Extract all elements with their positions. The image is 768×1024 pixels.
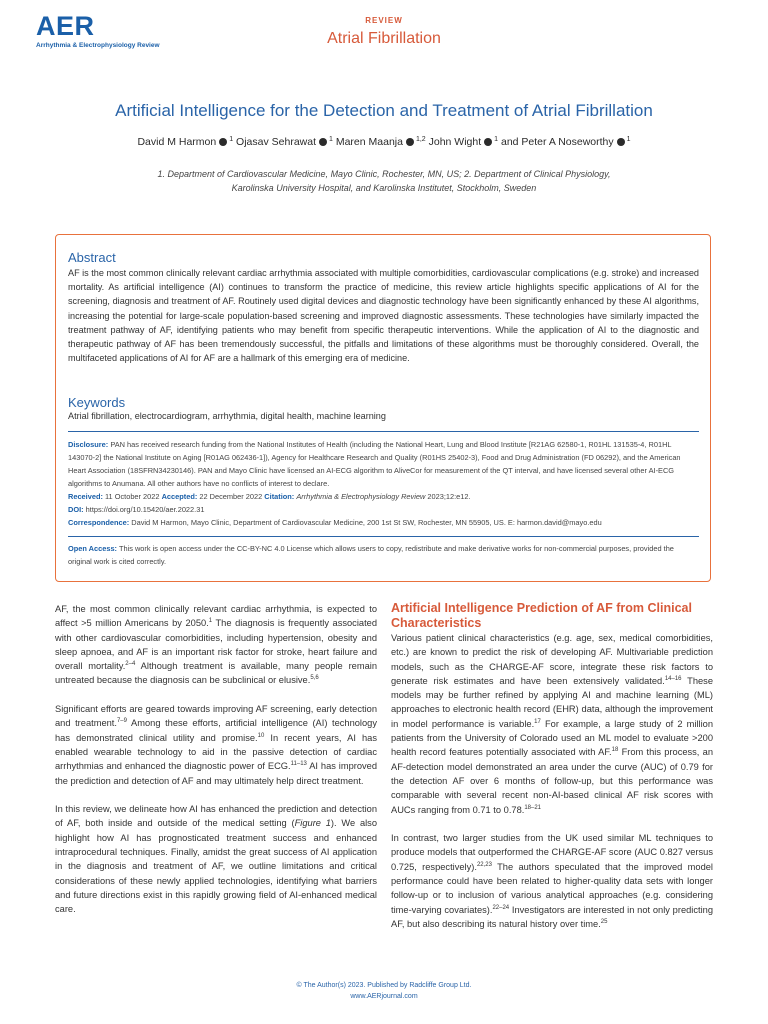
author-list: David M Harmon $^1$ Ojasav Sehrawat $^1$ Maren Maanja $^{1,2}$ John Wight $^1$ and Peter A Noseworthy $^1$ [137,136,631,148]
open-access [68,542,699,568]
open-access-label: Open Access: [68,544,118,553]
reference-sup[interactable]: 10 [257,732,265,739]
body-right-column [391,631,713,946]
doi-label: DOI: [68,505,84,514]
paragraph: Various patient clinical characteristics (e.g. age, sex, medical comorbidities, etc.) are known to predict the risk of developing AF. Multivariable prediction models, such as the CHARGE-AF score, integrate these risk factors to generate risk estimates and have been extensively validated.$^{14-16}$ These models may be further refined by applying AI and machine learning (ML) approaches to electronic health record (EHR) data, although the improvement in model performance is variable.$^{17}$ For example, a large study of 2 million patients from the University of Colorado used an ML model to evaluate >200 health record features potentially associated with AF.$^{18}$ From this process, an AF-detection model demonstrated an area under the curve (AUC) of 0.79 for the detection AF over 6 months of follow-up, but this performance was comparable with several recent non-AI-based clinical AF risk scores with AUCs ranging from 0.71 to 0.78.$^{18-21}$ [391,633,713,815]
author-name: Peter A Noseworthy [521,136,614,148]
open-access-text: This work is open access under the CC-BY-NC 4.0 License which allows users to copy, redistribute and make derivative works for non-commercial purposes, provided the original work is cited correctly. [68,544,674,566]
doi [68,503,699,516]
reference-sup[interactable]: 17 [534,718,541,725]
author-name: Ojasav Sehrawat [236,136,317,148]
paragraph: In this review, we delineate how AI has enhanced the prediction and detection of AF, both inside and outside of the medical setting (Figure 1). We also highlight how AI has prognosticated treatment success and enhanced intraprocedural techniques. Finally, amidst the great success of AI application in the diagnosis and treatment of AF, we outline limitations and critical considerations of these newly applied technologies, identifying what barriers and future directions exist in this rapidly growing field of AI-enhanced medical care. [55,804,378,915]
author-name: John Wight [428,136,482,148]
body-left-column [55,602,377,931]
figure-reference[interactable]: Figure 1 [294,818,331,829]
affiliations [0,167,768,195]
received-label: Received: [68,492,103,501]
section-heading: Artificial Intelligence Prediction of AF from Clinical Characteristics [391,601,692,630]
copyright: © The Author(s) 2023. Published by Radcliffe Group Ltd. [296,982,472,989]
author-affiliation-sup: 1,2 [415,136,426,143]
correspondence-text: David M Harmon, Mayo Clinic, Department of Cardiovascular Medicine, 200 1st St SW, Rochester, MN 55905, US. E: harmon.david@mayo.edu [131,518,602,527]
author-name: David M Harmon [137,136,217,148]
orcid-icon[interactable] [617,138,625,146]
article-title: Artificial Intelligence for the Detection and Treatment of Atrial Fibrillation [115,101,653,120]
reference-sup[interactable]: 14–16 [664,675,682,682]
reference-sup[interactable]: 22–24 [492,904,510,911]
reference-sup[interactable]: 2–4 [125,661,136,668]
abstract-text: AF is the most common clinically relevant cardiac arrhythmia associated with multiple comorbidities, cardiovascular complications (e.g. stroke) and increased mortality. As artificial intelligence (AI) continues to transform the practice of medicine, this review article highlights specific applications of AI for the screening, diagnosis and treatment of AF. Routinely used digital devices and diagnostic technology have been significantly enhanced by these AI algorithms, increasing the potential for large-scale population-based screening and improved diagnostic assessments. These technologies have similarly impacted the treatment pathway of AF, identifying patients who may benefit from specific therapeutic interventions. While the application of AI to the diagnostic and therapeutic pathway of AF has been tremendously successful, the pitfalls and limitations of these algorithms must be thoroughly considered. Overall, the multifaceted applications of AI for AF are a hallmark of this emerging era of medicine. [68,268,699,364]
affiliation-line: Karolinska University Hospital, and Karolinska Institutet, Stockholm, Sweden [231,183,537,193]
author-name: Maren Maanja [335,136,403,148]
correspondence-label: Correspondence: [68,518,130,527]
logo-text: AER [36,11,95,41]
reference-sup[interactable]: 18 [611,747,619,754]
dates-citation [68,490,699,503]
citation-label: Citation: [264,492,295,501]
divider [68,431,699,432]
paragraph: AF, the most common clinically relevant cardiac arrhythmia, is expected to affect >5 million Americans by 2050.$^1$ The diagnosis is frequently associated with other cardiovascular comorbidities, including hypertension, obesity and sleep apnoea, and AF is an important risk factor for stroke, heart failure and overall mortality.$^{2-4}$ Although treatment is available, many people remain untreated because the diagnosis can be subclinical or elusive.$^{5,6}$ [55,604,377,686]
reference-sup[interactable]: 1 [208,618,213,625]
disclosure [68,438,699,490]
reference-sup[interactable]: 18–21 [524,804,542,811]
journal-website-link[interactable]: www.AERjournal.com [350,993,418,1000]
reference-sup[interactable]: 5,6 [310,675,319,682]
divider [68,536,699,537]
section-title: Atrial Fibrillation [327,30,441,47]
reference-sup[interactable]: 22,23 [476,861,492,868]
reference-sup[interactable]: 7–9 [116,718,127,725]
page-footer [0,980,768,1002]
disclosure-text: PAN has received research funding from the National Institutes of Health (including the National Heart, Lung and Blood Institute [R21AG 62580-1, R01HL 131535-4, R01HL 143070-2] the National Institute on Aging [R01AG 062436-1]), Agency for Healthcare Research and Quality (R01HS 25402-3), Food and Drug Administration (FD 06292), and the American Heart Association (18SFRN34230146). PAN and Mayo Clinic have licensed an AI-ECG algorithm to AliveCor for measurement of the QT interval, and have licensed several other AI-ECG algorithms to Anumana. All other authors have no conflicts of interest to declare. [68,440,681,488]
abstract-heading: Abstract [68,250,116,265]
author-affiliation-sup: 1 [494,136,499,143]
keywords-heading: Keywords [68,395,126,410]
section-label: REVIEW [365,16,403,25]
accepted-value: 22 December 2022 [199,492,263,501]
citation-journal: Arrhythmia & Electrophysiology Review [296,492,426,501]
disclosure-label: Disclosure: [68,440,109,449]
affiliation-line: 1. Department of Cardiovascular Medicine, Mayo Clinic, Rochester, MN, US; 2. Department of Clinical Physiology, [157,169,611,179]
orcid-icon[interactable] [219,138,227,146]
reference-sup[interactable]: 25 [600,918,608,925]
doi-link[interactable]: https://doi.org/10.15420/aer.2022.31 [85,505,205,514]
author-affiliation-sup: 1 [626,136,631,143]
author-affiliation-sup: 1 [329,136,333,143]
author-affiliation-sup: 1 [229,136,234,143]
orcid-icon[interactable] [484,138,492,146]
paragraph: In contrast, two larger studies from the UK used similar ML techniques to produce models that outperformed the CHARGE-AF score (AUC 0.827 versus 0.725, respectively).$^{22,23}$ The authors speculated that the improved model performance could have been related to higher-quality data sets with longer follow-up or to inclusion of various analytical approaches (e.g. considering time-varying covariates).$^{22-24}$ Investigators are interested in not only predicting AF, but also describing its natural history over time.$^{25}$ [391,833,713,929]
orcid-icon[interactable] [406,138,414,146]
received-value: 11 October 2022 [104,492,160,501]
keywords-text: Atrial fibrillation, electrocardiogram, arrhythmia, digital health, machine learning [68,411,386,421]
reference-sup[interactable]: 11–13 [290,761,307,768]
paragraph: Significant efforts are geared towards improving AF screening, early detection and treatment.$^{7-9}$ Among these efforts, artificial intelligence (AI) technology has demonstrated clinical utility and promise.$^{10}$ In recent years, AI has enabled wearable technology to aid in the passive detection of cardiac arrhythmias and enhanced the diagnostic power of ECG.$^{11-13}$ AI has improved the prediction and detection of AF and may ultimately help direct treatment. [55,704,377,786]
logo-subtitle: Arrhythmia & Electrophysiology Review [36,42,160,49]
correspondence [68,516,699,529]
citation-details: 2023;12:e12. [427,492,471,501]
orcid-icon[interactable] [319,138,327,146]
accepted-label: Accepted: [161,492,198,501]
